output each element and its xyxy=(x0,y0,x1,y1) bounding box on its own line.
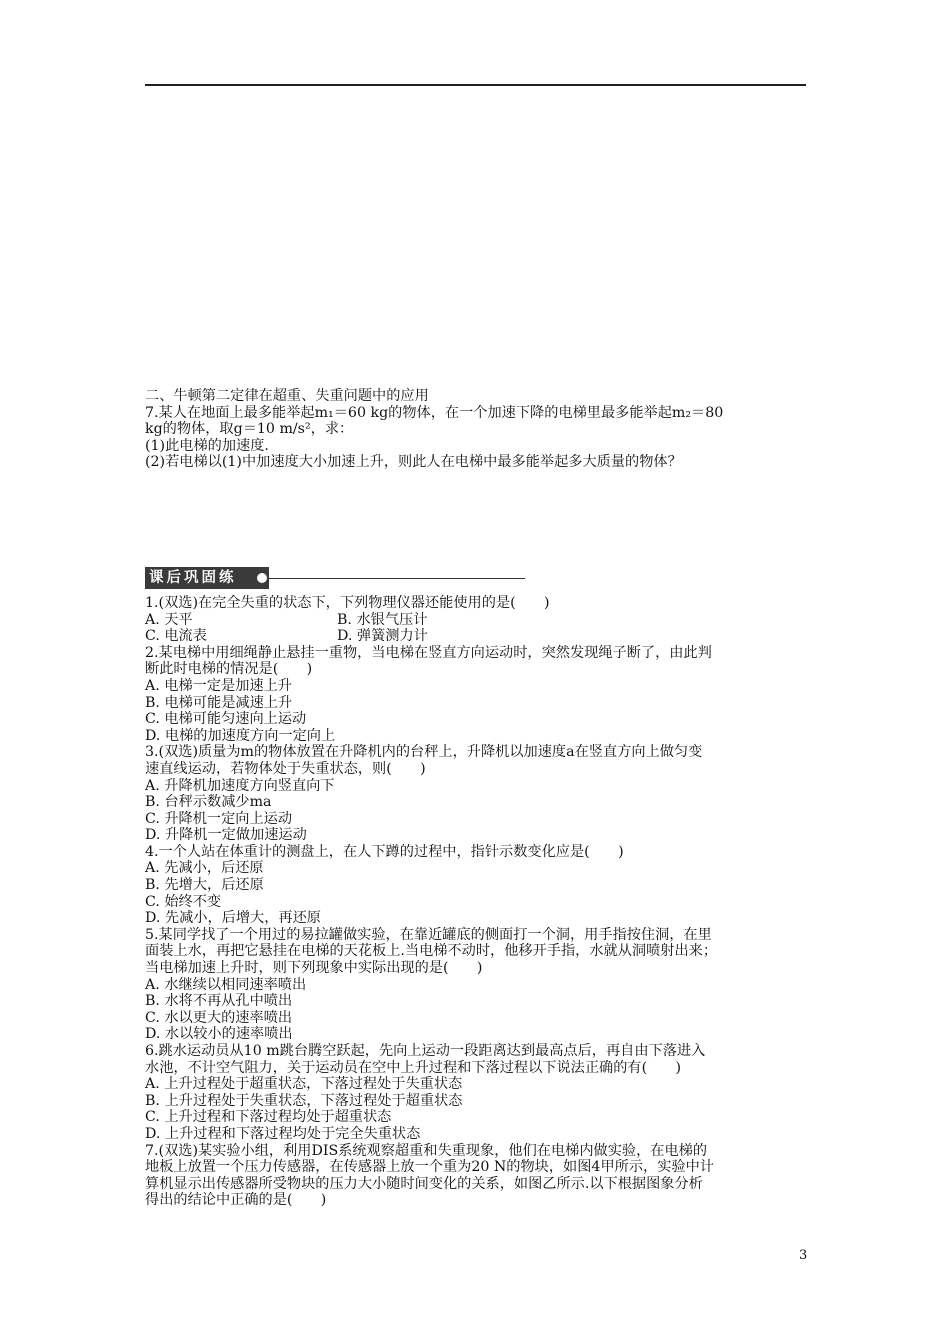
option-d: D. 上升过程和下落过程均处于完全失重状态 xyxy=(145,1125,421,1142)
option-b: B. 电梯可能是减速上升 xyxy=(145,694,293,711)
question-6 xyxy=(145,1043,807,1143)
option-b: B. 台秤示数减少ma xyxy=(145,794,272,811)
document-body xyxy=(145,388,807,1209)
page-number: 3 xyxy=(799,1248,808,1263)
question-stem: 速直线运动，若物体处于失重状态，则( ) xyxy=(145,760,426,777)
section-banner xyxy=(145,567,807,589)
question-stem: 4.一个人站在体重计的测盘上，在人下蹲的过程中，指针示数变化应是( ) xyxy=(145,843,624,860)
header-rule xyxy=(145,84,806,86)
option-c: C. 电流表 xyxy=(145,628,207,645)
option-a: A. 水继续以相同速率喷出 xyxy=(145,976,307,993)
option-a: A. 天平 xyxy=(145,611,193,628)
option-b: B. 水将不再从孔中喷出 xyxy=(145,993,293,1010)
banner-rule xyxy=(269,578,525,579)
text-line: kg的物体，取g＝10 m/s²，求： xyxy=(145,421,354,438)
question-stem: 6.跳水运动员从10 m跳台腾空跃起，先向上运动一段距离达到最高点后，再自由下落进入 xyxy=(145,1043,706,1059)
question-stem: 水池，不计空气阻力，关于运动员在空中上升过程和下落过程以下说法正确的有( ) xyxy=(145,1059,682,1076)
question-stem: 当电梯加速上升时，则下列现象中实际出现的是( ) xyxy=(145,960,483,977)
option-c: C. 始终不变 xyxy=(145,893,222,910)
question-stem: 断此时电梯的情况是( ) xyxy=(145,661,313,678)
section-heading: 二、牛顿第二定律在超重、失重问题中的应用 xyxy=(145,388,429,404)
question-3 xyxy=(145,744,807,844)
option-a: A. 上升过程处于超重状态，下落过程处于失重状态 xyxy=(145,1076,463,1093)
option-d: D. 先减小，后增大，再还原 xyxy=(145,910,321,927)
option-d: D. 水以较小的速率喷出 xyxy=(145,1026,293,1043)
option-d: D. 电梯的加速度方向一定向上 xyxy=(145,727,336,744)
question-stem: 得出的结论中正确的是( ) xyxy=(145,1192,327,1209)
question-stem: 3.(双选)质量为m的物体放置在升降机内的台秤上，升降机以加速度a在竖直方向上做匀变 xyxy=(145,744,703,761)
answer-space xyxy=(145,471,807,561)
option-d: D. 弹簧测力计 xyxy=(337,628,428,645)
example-question-7 xyxy=(145,405,807,471)
question-stem: 算机显示出传感器所受物块的压力大小随时间变化的关系，如图乙所示.以下根据图象分析 xyxy=(145,1175,703,1192)
option-b: B. 上升过程处于失重状态，下落过程处于超重状态 xyxy=(145,1092,463,1109)
bullet-dot-icon xyxy=(257,573,267,583)
option-row xyxy=(145,628,807,645)
option-d: D. 升降机一定做加速运动 xyxy=(145,827,307,844)
option-a: A. 先减小，后还原 xyxy=(145,860,264,877)
question-stem: 地板上放置一个压力传感器，在传感器上放一个重为20 N的物块，如图4甲所示，实验中计 xyxy=(145,1159,714,1176)
question-7 xyxy=(145,1143,807,1209)
option-c: C. 水以更大的速率喷出 xyxy=(145,1009,293,1026)
text-line: 7.某人在地面上最多能举起m₁＝60 kg的物体，在一个加速下降的电梯里最多能举起m₂＝80 xyxy=(145,404,724,421)
question-stem: 1.(双选)在完全失重的状态下，下列物理仪器还能使用的是( ) xyxy=(145,594,550,611)
text-line: (1)此电梯的加速度. xyxy=(145,437,269,454)
option-b: B. 水银气压计 xyxy=(337,611,428,628)
option-b: B. 先增大，后还原 xyxy=(145,877,264,894)
question-4 xyxy=(145,844,807,927)
option-c: C. 电梯可能匀速向上运动 xyxy=(145,711,307,728)
option-a: A. 电梯一定是加速上升 xyxy=(145,677,292,694)
option-c: C. 上升过程和下落过程均处于超重状态 xyxy=(145,1109,392,1126)
question-stem: 面装上水，再把它悬挂在电梯的天花板上.当电梯不动时，他移开手指，水就从洞喷射出来； xyxy=(145,943,718,960)
question-1 xyxy=(145,595,807,645)
banner-title: 课后巩固练 xyxy=(145,567,269,589)
option-row xyxy=(145,612,807,629)
text-line: (2)若电梯以(1)中加速度大小加速上升，则此人在电梯中最多能举起多大质量的物体？ xyxy=(145,454,682,471)
question-stem: 2.某电梯中用细绳静止悬挂一重物，当电梯在竖直方向运动时，突然发现绳子断了，由此判 xyxy=(145,644,712,661)
question-stem: 5.某同学找了一个用过的易拉罐做实验，在靠近罐底的侧面打一个洞，用手指按住洞，在里 xyxy=(145,926,712,943)
option-c: C. 升降机一定向上运动 xyxy=(145,810,293,827)
option-a: A. 升降机加速度方向竖直向下 xyxy=(145,777,335,794)
question-5 xyxy=(145,927,807,1043)
question-stem: 7.(双选)某实验小组，利用DIS系统观察超重和失重现象，他们在电梯内做实验，在电梯的 xyxy=(145,1142,708,1159)
question-2 xyxy=(145,645,807,745)
